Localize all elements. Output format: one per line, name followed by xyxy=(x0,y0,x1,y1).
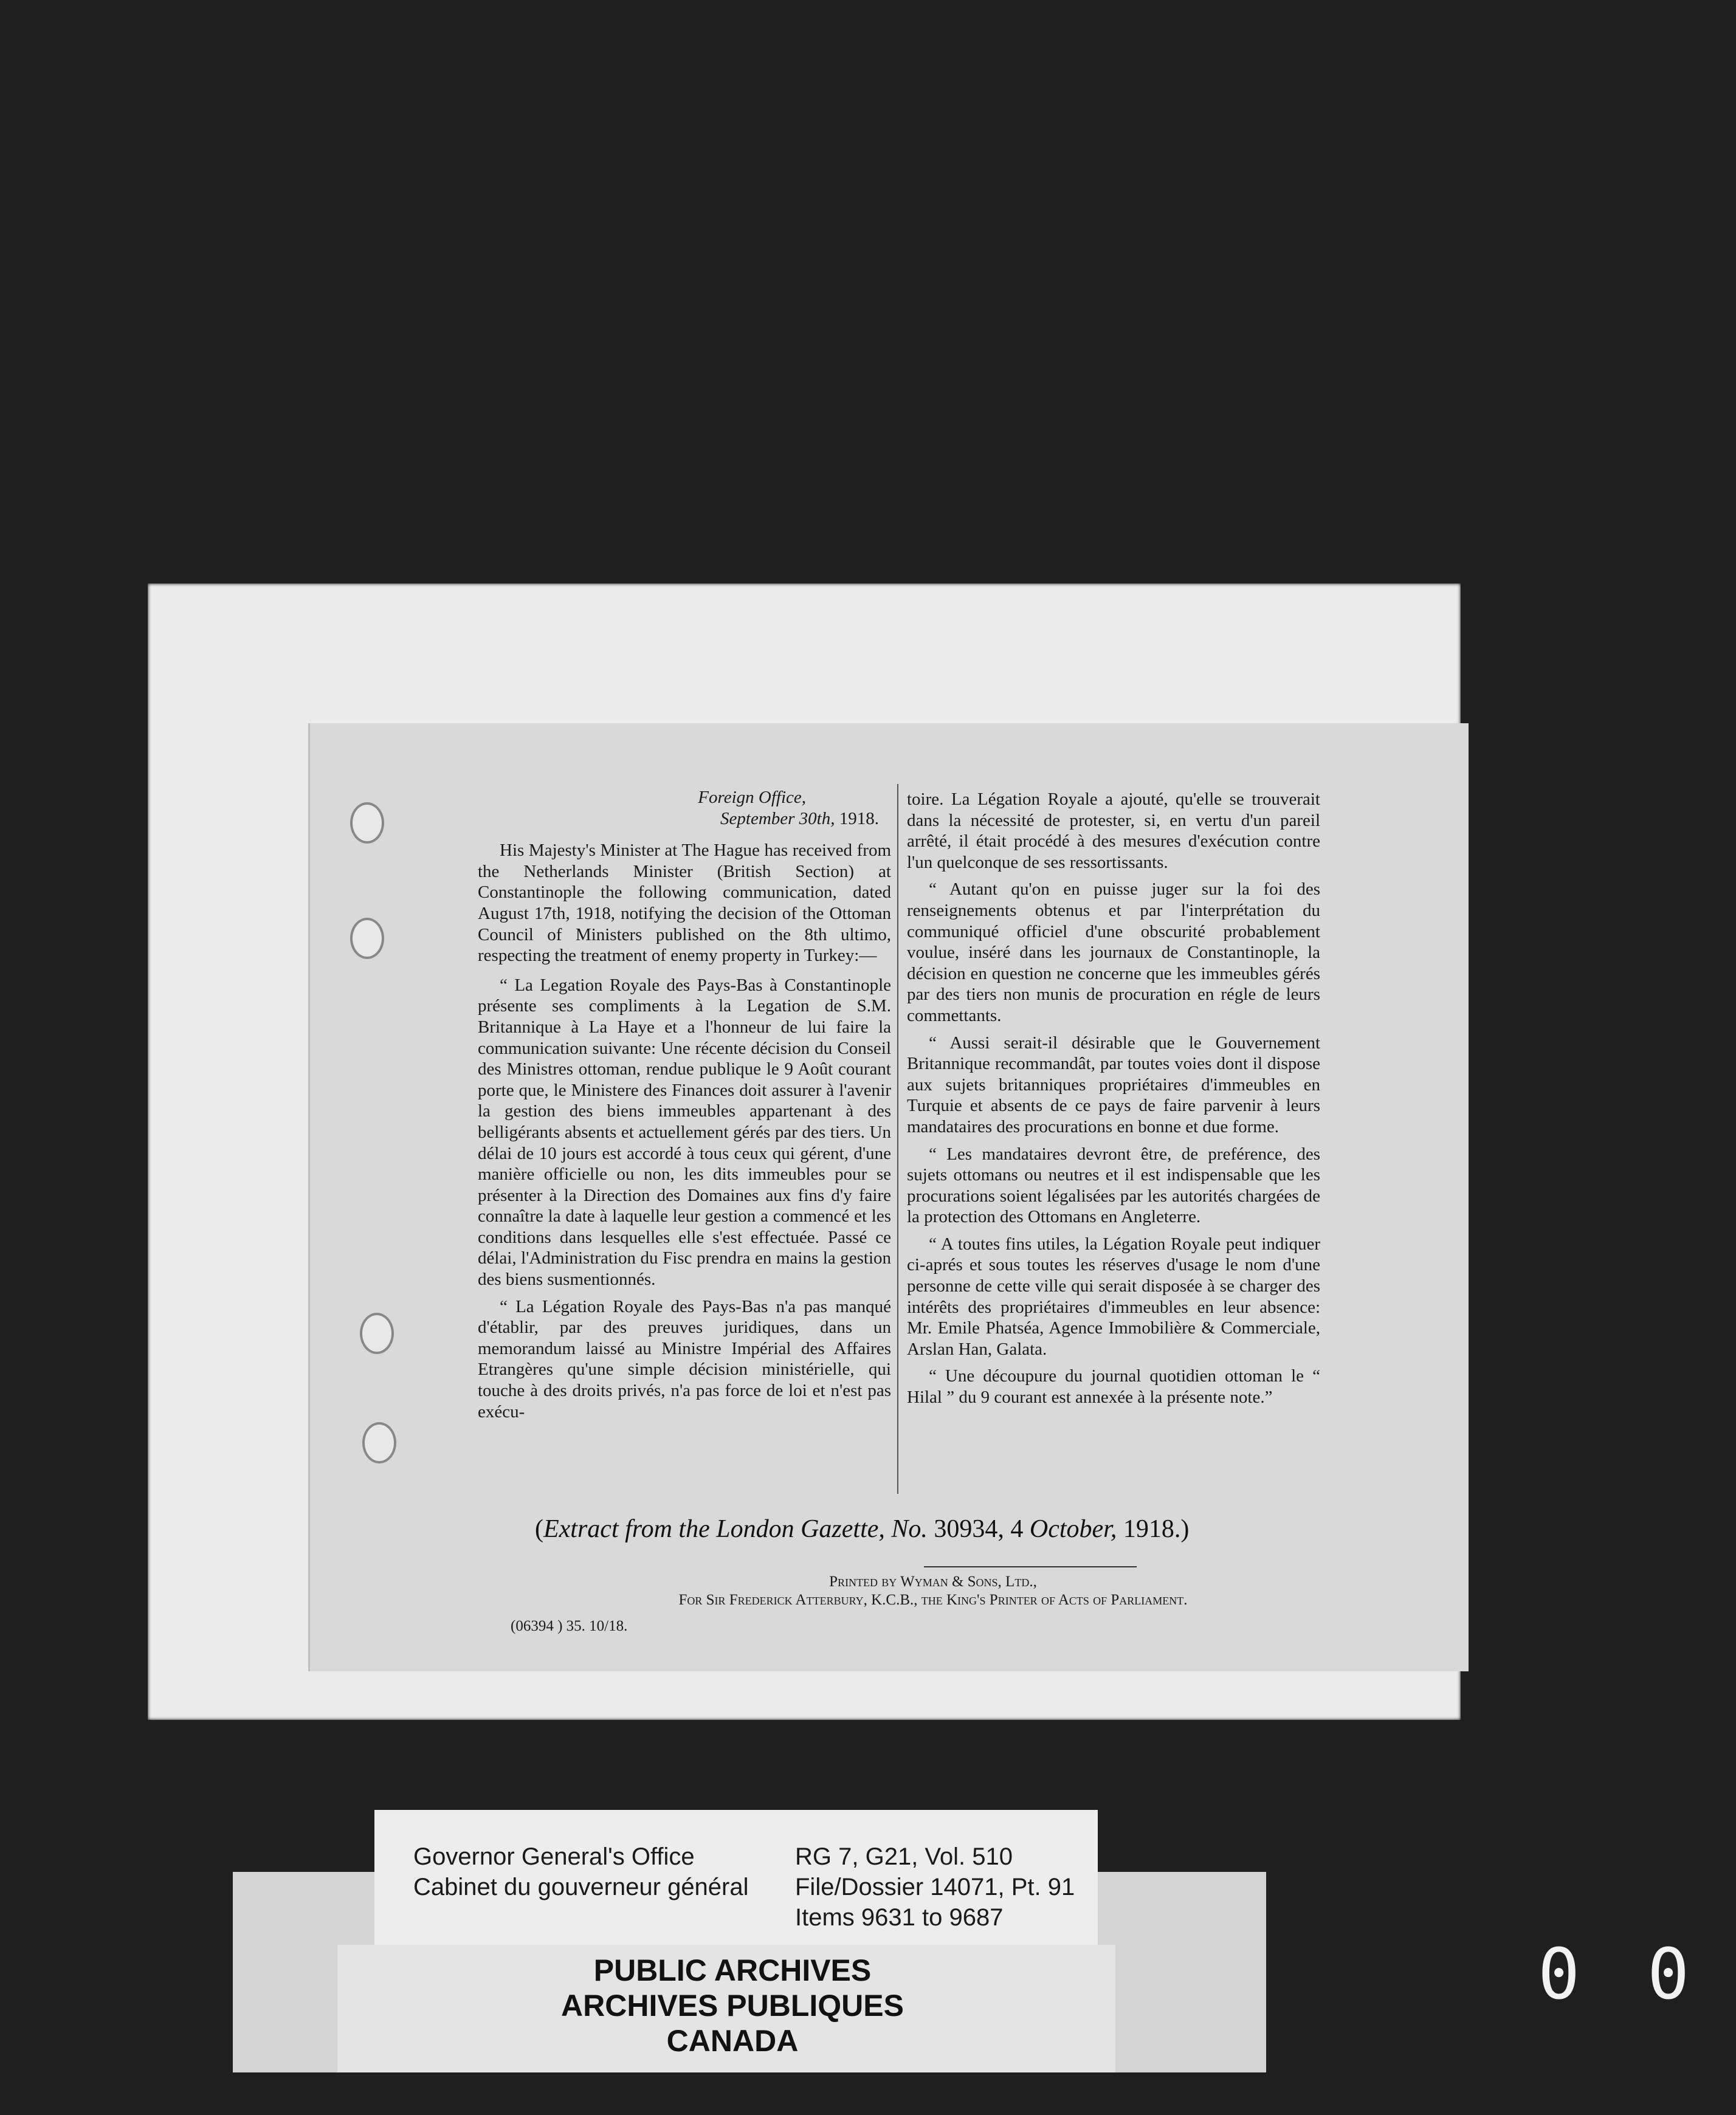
gazette-extract-line xyxy=(535,1515,1325,1544)
frame-number: 0 xyxy=(1538,1934,1580,2015)
printer-imprint xyxy=(492,1573,1374,1609)
column-divider xyxy=(897,784,898,1494)
extract-day: 4 xyxy=(1010,1515,1024,1543)
stamp-line: ARCHIVES PUBLIQUES xyxy=(561,1989,904,2023)
extract-year: 1918.) xyxy=(1123,1515,1190,1543)
archive-office xyxy=(413,1842,749,1902)
paragraph: “ Autant qu'on en puisse juger sur la foi des renseignements obtenus et par l'interprétation du communiqué officiel d'une obscurité probablement voulue, inséré dans les journaux de Constantinople, la décision en question ne concerne que les immeubles gérés par des tiers non munis de procuration en régle de leurs commettants. xyxy=(907,879,1320,1025)
paragraph: “ Une découpure du journal quotidien ottoman le “ Hilal ” du 9 courant est annexée à la présente note.” xyxy=(907,1366,1320,1408)
print-code: (06394 ) 35. 10/18. xyxy=(511,1618,628,1634)
extract-paren: ( xyxy=(535,1515,543,1543)
punch-hole xyxy=(362,1422,396,1463)
paragraph: “ Les mandataires devront être, de preférence, des sujets ottomans ou neutres et il est indispensable que les procurations soient légalisées par les autorités chargées de la protection des Ottomans en Angleterre. xyxy=(907,1144,1320,1227)
stamp-line: PUBLIC ARCHIVES xyxy=(593,1953,872,1987)
dateline-month: September 30th, xyxy=(720,808,835,828)
paragraph: His Majesty's Minister at The Hague has received from the Netherlands Minister (British Section) at Constantinople the following communication, dated August 17th, 1918, notifying the decision of the Ottoman Council of Ministers published on the 8th ultimo, respecting the treatment of enemy property in Turkey:— xyxy=(478,841,891,966)
dateline-date xyxy=(478,808,891,830)
office-english: Governor General's Office xyxy=(413,1843,695,1870)
printer-rule xyxy=(924,1566,1137,1567)
paragraph: “ La Légation Royale des Pays-Bas n'a pas manqué d'établir, par des preuves juridiques, dans un memorandum laissé au Ministre Impérial des Affaires Etrangères qu'une simple décision ministérielle, qui touche à des droits privés, n'a pas force de loi et n'est pas exécu- xyxy=(478,1296,891,1422)
item-range: Items 9631 to 9687 xyxy=(795,1904,1004,1931)
dateline-year: 1918. xyxy=(839,808,879,828)
extract-month: October, xyxy=(1029,1515,1117,1543)
paragraph: “ La Legation Royale des Pays-Bas à Constantinople présente ses compliments à la Legation de S.M. Britannique à La Haye et a l'honneur de lui faire la communication suivante: Une récente décision du Conseil des Ministres ottoman, rendue publique le 9 Août courant porte que, le Ministere des Finances doit assurer à l'avenir la gestion des biens immeubles appartenant à des belligérants absents et actuellement gérés par des tiers. Un délai de 10 jours est accordé à tous ceux qui gérent, d'une manière officielle ou non, les dits immeubles pour se présenter à la Direction des Domaines aux fins d'y faire connaître la date à laquelle leur gestion a commencé et les conditions dans lesquelles elle s'est effectuée. Passé ce délai, l'Administration du Fisc prendra en mains la gestion des biens susmentionnés. xyxy=(478,975,891,1290)
file-number: File/Dossier 14071, Pt. 91 xyxy=(795,1874,1075,1900)
punch-hole xyxy=(360,1313,394,1354)
gazette-page xyxy=(308,723,1469,1671)
extract-source: Extract from the London Gazette, No. xyxy=(543,1515,928,1543)
punch-hole xyxy=(350,802,384,844)
dateline-office: Foreign Office, xyxy=(698,788,806,807)
right-column xyxy=(907,789,1320,1408)
paragraph: “ A toutes fins utiles, la Légation Royale peut indiquer ci-aprés et sous toutes les réserves d'usage le nom d'une personne de cette ville qui serait disposée à se charger des intérêts des propriétaires d'immeubles en leur absence: Mr. Emile Phatséa, Agence Immobilière & Commerciale, Arslan Han, Galata. xyxy=(907,1234,1320,1359)
printer-line: Printed by Wyman & Sons, Ltd., xyxy=(829,1573,1037,1590)
paragraph: toire. La Légation Royale a ajouté, qu'elle se trouverait dans la nécessité de protester, si, en vertu d'un pareil arrêté, il était procédé à des mesures d'exécution contre l'un quelconque de ses ressortissants. xyxy=(907,789,1320,872)
left-column xyxy=(478,787,891,1422)
archive-reference xyxy=(795,1842,1075,1933)
record-group: RG 7, G21, Vol. 510 xyxy=(795,1843,1013,1870)
stamp-line: CANADA xyxy=(666,2024,799,2058)
archives-stamp-text xyxy=(337,1953,1128,2058)
punch-hole xyxy=(350,918,384,959)
extract-number: 30934, xyxy=(934,1515,1004,1543)
printer-line: For Sir Frederick Atterbury, K.C.B., the King's Printer of Acts of Parliament. xyxy=(678,1592,1188,1608)
office-french: Cabinet du gouverneur général xyxy=(413,1874,749,1900)
frame-number: 0 xyxy=(1647,1934,1690,2015)
paragraph: “ Aussi serait-il désirable que le Gouvernement Britannique recommandât, par toutes voies dont il dispose aux sujets britanniques propriétaires d'immeubles en Turquie et absents de ce pays de faire parvenir à leurs mandataires des procurations en bonne et due forme. xyxy=(907,1033,1320,1137)
